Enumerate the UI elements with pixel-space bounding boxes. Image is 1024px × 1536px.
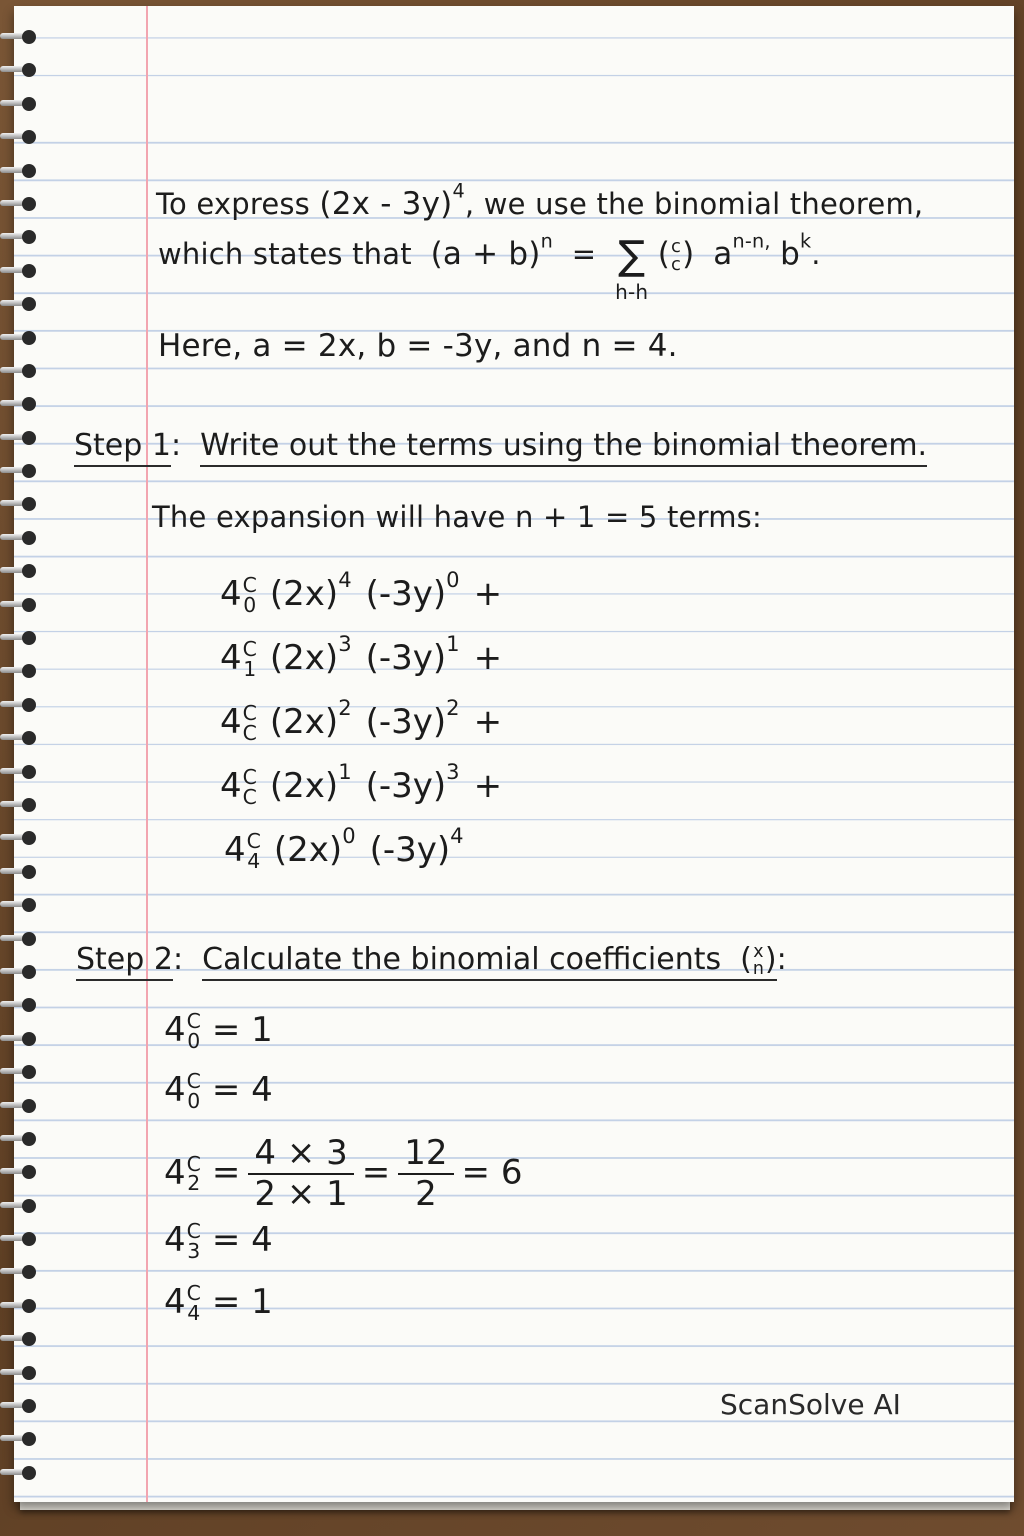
- ring-wire: [0, 734, 24, 740]
- spiral-ring: [0, 497, 40, 511]
- spiral-ring: [0, 97, 40, 111]
- combination-bottom: C: [242, 720, 257, 745]
- ring-wire: [0, 1168, 24, 1174]
- ring-hole: [22, 965, 36, 979]
- binom-bottom: c: [671, 253, 682, 275]
- ring-hole: [22, 1399, 36, 1413]
- ring-wire: [0, 1268, 24, 1274]
- b-power: [780, 229, 812, 272]
- ring-wire: [0, 66, 24, 72]
- intro-line-2: [158, 229, 821, 304]
- ring-hole: [22, 197, 36, 211]
- term-exp-2x: 4: [338, 567, 352, 593]
- combination-top: C: [246, 829, 261, 854]
- period: .: [811, 237, 821, 271]
- combination-n: 4: [220, 574, 242, 614]
- ring-hole: [22, 865, 36, 879]
- equals-sign: =: [571, 237, 597, 271]
- ring-hole: [22, 464, 36, 478]
- term-power-3y: [369, 823, 464, 870]
- ring-hole: [22, 1265, 36, 1279]
- ab-base: (a + b): [430, 236, 541, 272]
- ring-hole: [22, 631, 36, 645]
- step2-colon-end: :: [776, 942, 787, 977]
- coefficient-result: = 4: [211, 1070, 273, 1110]
- spiral-ring: [0, 765, 40, 779]
- coefficient-result: = 4: [211, 1220, 273, 1260]
- spiral-ring: [0, 364, 40, 378]
- ring-hole: [22, 1065, 36, 1079]
- expansion-term: [220, 631, 503, 681]
- term-exp-3y: 1: [446, 631, 460, 657]
- step2-title-wrap: Calculate the binomial coefficients ( x n ): [202, 942, 777, 981]
- combination: [220, 765, 258, 809]
- notebook-page: [14, 6, 1014, 1502]
- spiral-ring: [0, 164, 40, 178]
- intro-text-2: which states that: [158, 237, 412, 271]
- ring-hole: [22, 932, 36, 946]
- spiral-ring: [0, 1366, 40, 1380]
- term-exp-3y: 0: [446, 567, 460, 593]
- combination-top: C: [186, 1069, 201, 1094]
- ring-hole: [22, 765, 36, 779]
- term-base-2x: (2x): [269, 766, 339, 806]
- ring-wire: [0, 200, 24, 206]
- combination-stack: [242, 637, 257, 681]
- combination-stack: [186, 1219, 201, 1263]
- step1-heading: [74, 428, 927, 463]
- term-exp-2x: 2: [338, 695, 352, 721]
- term-plus: +: [473, 574, 503, 614]
- ring-wire: [0, 1235, 24, 1241]
- ring-wire: [0, 935, 24, 941]
- ring-wire: [0, 434, 24, 440]
- spiral-ring: [0, 197, 40, 211]
- spiral-ring: [0, 698, 40, 712]
- ring-hole: [22, 1232, 36, 1246]
- ring-hole: [22, 1199, 36, 1213]
- step2-colon: :: [172, 942, 184, 977]
- ring-hole: [22, 531, 36, 545]
- intro-text-suffix: , we use the binomial theorem,: [464, 187, 924, 221]
- combination-bottom: 4: [247, 848, 261, 873]
- combination-bottom: 0: [187, 1088, 201, 1113]
- fraction-2-denominator: 2: [415, 1174, 437, 1215]
- ring-hole: [22, 664, 36, 678]
- term-exp-3y: 4: [450, 823, 464, 849]
- spiral-ring: [0, 731, 40, 745]
- ring-wire: [0, 634, 24, 640]
- ring-hole: [22, 497, 36, 511]
- ring-wire: [0, 1369, 24, 1375]
- ring-wire: [0, 534, 24, 540]
- ring-wire: [0, 500, 24, 506]
- term-base-2x: (2x): [273, 830, 343, 870]
- a-power: [713, 229, 771, 272]
- ring-wire: [0, 701, 24, 707]
- ring-wire: [0, 1035, 24, 1041]
- spiral-ring: [0, 1332, 40, 1346]
- combination-top: C: [186, 1009, 201, 1034]
- combination: [220, 701, 258, 745]
- ring-hole: [22, 431, 36, 445]
- spiral-ring: [0, 1132, 40, 1146]
- combination-bottom: 0: [187, 1028, 201, 1053]
- ring-wire: [0, 667, 24, 673]
- combination-n: 4: [220, 638, 242, 678]
- binom-top: c: [671, 236, 682, 258]
- ring-hole: [22, 998, 36, 1012]
- ring-hole: [22, 1466, 36, 1480]
- ring-hole: [22, 1432, 36, 1446]
- spiral-ring: [0, 598, 40, 612]
- combination-stack: [246, 829, 261, 873]
- step1-label: Step 1: [74, 428, 171, 467]
- combination-top: C: [186, 1281, 201, 1306]
- spiral-ring: [0, 331, 40, 345]
- ring-hole: [22, 1132, 36, 1146]
- ring-wire: [0, 1302, 24, 1308]
- combination-stack: [186, 1151, 201, 1196]
- combination-stack: [242, 765, 257, 809]
- ring-hole: [22, 731, 36, 745]
- combination-top: C: [242, 637, 257, 662]
- expansion-term: [220, 567, 503, 617]
- ring-wire: [0, 901, 24, 907]
- ring-hole: [22, 297, 36, 311]
- ring-wire: [0, 367, 24, 373]
- ring-hole: [22, 63, 36, 77]
- ring-hole: [22, 164, 36, 178]
- spiral-ring: [0, 998, 40, 1012]
- ring-wire: [0, 33, 24, 39]
- spiral-ring: [0, 1032, 40, 1046]
- margin-line: [146, 6, 148, 1502]
- ring-wire: [0, 1102, 24, 1108]
- term-exp-3y: 2: [446, 695, 460, 721]
- combination: [220, 637, 258, 681]
- combination-bottom: 0: [243, 592, 257, 617]
- term-power-3y: [365, 759, 460, 806]
- ring-hole: [22, 1366, 36, 1380]
- ring-wire: [0, 868, 24, 874]
- spiral-ring: [0, 63, 40, 77]
- ring-wire: [0, 167, 24, 173]
- term-power-2x: [269, 759, 352, 806]
- combination-bottom: 3: [187, 1238, 201, 1263]
- ring-hole: [22, 1332, 36, 1346]
- combination-n: 4: [220, 766, 242, 806]
- spiral-ring: [0, 297, 40, 311]
- spiral-ring: [0, 664, 40, 678]
- intro-line-1: [156, 179, 924, 222]
- fraction-1-denominator: 2 × 1: [254, 1174, 348, 1215]
- b-base: b: [780, 236, 800, 272]
- ring-hole: [22, 97, 36, 111]
- ring-hole: [22, 698, 36, 712]
- ring-wire: [0, 233, 24, 239]
- ring-wire: [0, 968, 24, 974]
- spiral-ring: [0, 798, 40, 812]
- term-plus: +: [473, 638, 503, 678]
- binomial-term: ( c c ): [657, 236, 695, 275]
- ring-wire: [0, 768, 24, 774]
- spiral-ring: [0, 1466, 40, 1480]
- sigma-lower-limit: h-h: [615, 280, 649, 304]
- b-exponent: k: [799, 229, 812, 253]
- ring-hole: [22, 831, 36, 845]
- spiral-ring: [0, 865, 40, 879]
- a-base: a: [713, 236, 733, 272]
- ring-hole: [22, 230, 36, 244]
- combination: [164, 1219, 202, 1263]
- step1-title: Write out the terms using the binomial theorem.: [200, 428, 927, 467]
- combination-top: C: [186, 1219, 201, 1244]
- intro-text: To express: [156, 187, 310, 221]
- term-base-3y: (-3y): [369, 830, 451, 870]
- expansion-term: [220, 695, 503, 745]
- term-power-2x: [269, 631, 352, 678]
- expansion-term: [224, 823, 478, 873]
- term-power-2x: [269, 567, 352, 614]
- spiral-ring: [0, 564, 40, 578]
- spiral-ring: [0, 531, 40, 545]
- step2-binom-top: x: [753, 941, 764, 962]
- spiral-ring: [0, 464, 40, 478]
- term-base-3y: (-3y): [365, 638, 447, 678]
- coefficient-row: [164, 1220, 273, 1261]
- equals-sign-2: =: [361, 1152, 391, 1193]
- ab-exponent: n: [540, 229, 553, 253]
- combination: [164, 1009, 202, 1053]
- ring-hole: [22, 364, 36, 378]
- ring-wire: [0, 1135, 24, 1141]
- combination-n: 4: [164, 1010, 186, 1050]
- spiral-ring: [0, 1199, 40, 1213]
- spiral-ring: [0, 30, 40, 44]
- ring-hole: [22, 898, 36, 912]
- coefficient-result: = 6: [461, 1152, 523, 1193]
- ring-hole: [22, 397, 36, 411]
- ring-wire: [0, 400, 24, 406]
- combination-stack: [242, 701, 257, 745]
- coefficient-result: = 1: [211, 1010, 273, 1050]
- expression-exponent: 4: [452, 179, 465, 203]
- term-base-2x: (2x): [269, 702, 339, 742]
- term-power-2x: [269, 695, 352, 742]
- term-power-3y: [365, 631, 460, 678]
- spiral-ring: [0, 1232, 40, 1246]
- combination-bottom: 1: [243, 656, 257, 681]
- combination-n: 4: [164, 1282, 186, 1322]
- fraction-2: [398, 1134, 453, 1214]
- term-base-3y: (-3y): [365, 574, 447, 614]
- term-exp-2x: 3: [338, 631, 352, 657]
- combination: [220, 573, 258, 617]
- combination-top: C: [242, 765, 257, 790]
- ring-wire: [0, 1068, 24, 1074]
- ring-wire: [0, 801, 24, 807]
- ring-hole: [22, 1099, 36, 1113]
- spiral-binding: [0, 30, 44, 1480]
- fraction-2-numerator: 12: [398, 1134, 453, 1175]
- ring-wire: [0, 1001, 24, 1007]
- term-power-2x: [273, 823, 356, 870]
- term-power-3y: [365, 567, 460, 614]
- term-exp-2x: 0: [342, 823, 356, 849]
- binomial-stack: [671, 236, 682, 275]
- term-base-3y: (-3y): [365, 766, 447, 806]
- combination-stack: [186, 1281, 201, 1325]
- spiral-ring: [0, 230, 40, 244]
- spiral-ring: [0, 1265, 40, 1279]
- ring-hole: [22, 798, 36, 812]
- spiral-ring: [0, 965, 40, 979]
- combination-n: 4: [220, 702, 242, 742]
- term-base-3y: (-3y): [365, 702, 447, 742]
- ring-hole: [22, 331, 36, 345]
- combination: [164, 1151, 202, 1196]
- ring-wire: [0, 133, 24, 139]
- intro-line-3: Here, a = 2x, b = -3y, and n = 4.: [158, 328, 678, 364]
- combination-bottom: C: [242, 784, 257, 809]
- spiral-ring: [0, 1399, 40, 1413]
- combination-top: C: [242, 701, 257, 726]
- watermark: ScanSolve AI: [720, 1388, 901, 1421]
- expression: [319, 179, 465, 222]
- coefficient-row: [164, 1010, 273, 1051]
- coefficient-row: [164, 1134, 522, 1214]
- spiral-ring: [0, 264, 40, 278]
- step2-binomial: [752, 941, 764, 979]
- ring-wire: [0, 334, 24, 340]
- ring-wire: [0, 567, 24, 573]
- spiral-ring: [0, 831, 40, 845]
- ring-wire: [0, 300, 24, 306]
- coefficient-row: [164, 1282, 273, 1323]
- combination-top: C: [242, 573, 257, 598]
- step2-label: Step 2: [76, 942, 173, 981]
- fraction-1-numerator: 4 × 3: [248, 1134, 353, 1175]
- spiral-ring: [0, 1299, 40, 1313]
- spiral-ring: [0, 397, 40, 411]
- spiral-ring: [0, 1432, 40, 1446]
- ring-hole: [22, 264, 36, 278]
- combination: [224, 829, 262, 873]
- term-exp-3y: 3: [446, 759, 460, 785]
- term-exp-2x: 1: [338, 759, 352, 785]
- spiral-ring: [0, 130, 40, 144]
- expansion-term: [220, 759, 503, 809]
- spiral-ring: [0, 932, 40, 946]
- ab-power: [430, 229, 553, 272]
- term-power-3y: [365, 695, 460, 742]
- ring-hole: [22, 598, 36, 612]
- spiral-ring: [0, 1099, 40, 1113]
- ring-hole: [22, 1032, 36, 1046]
- sigma-symbol: ∑: [618, 233, 646, 279]
- ring-wire: [0, 1435, 24, 1441]
- fraction-1: [248, 1134, 353, 1214]
- combination-bottom: 2: [187, 1171, 201, 1196]
- combination-stack: [242, 573, 257, 617]
- step2-title: Calculate the binomial coefficients: [202, 942, 722, 977]
- ring-wire: [0, 601, 24, 607]
- combination: [164, 1281, 202, 1325]
- ring-wire: [0, 1402, 24, 1408]
- term-base-2x: (2x): [269, 638, 339, 678]
- ring-wire: [0, 100, 24, 106]
- a-exponent: n-n,: [732, 229, 771, 253]
- ring-hole: [22, 564, 36, 578]
- spiral-ring: [0, 898, 40, 912]
- coefficient-row: [164, 1070, 273, 1111]
- spiral-ring: [0, 631, 40, 645]
- combination-n: 4: [164, 1152, 186, 1193]
- ring-hole: [22, 30, 36, 44]
- combination-stack: [186, 1009, 201, 1053]
- ring-wire: [0, 1202, 24, 1208]
- step2-heading: [76, 942, 787, 977]
- coefficient-result: = 1: [211, 1282, 273, 1322]
- ring-hole: [22, 1299, 36, 1313]
- combination-top: C: [186, 1151, 201, 1176]
- combination-bottom: 4: [187, 1300, 201, 1325]
- combination-n: 4: [164, 1220, 186, 1260]
- step1-sentence: The expansion will have n + 1 = 5 terms:: [152, 500, 762, 534]
- step1-colon: :: [170, 428, 182, 463]
- spiral-ring: [0, 431, 40, 445]
- combination: [164, 1069, 202, 1113]
- combination-n: 4: [164, 1070, 186, 1110]
- term-base-2x: (2x): [269, 574, 339, 614]
- sigma-sum: [615, 233, 649, 304]
- ring-wire: [0, 1469, 24, 1475]
- ring-hole: [22, 130, 36, 144]
- term-plus: +: [473, 766, 503, 806]
- spiral-ring: [0, 1165, 40, 1179]
- term-plus: +: [473, 702, 503, 742]
- spiral-ring: [0, 1065, 40, 1079]
- ring-wire: [0, 267, 24, 273]
- expression-base: (2x - 3y): [319, 186, 453, 222]
- ring-wire: [0, 467, 24, 473]
- combination-stack: [186, 1069, 201, 1113]
- step2-binom-bottom: n: [752, 958, 764, 979]
- ring-wire: [0, 1335, 24, 1341]
- ring-wire: [0, 834, 24, 840]
- combination-n: 4: [224, 830, 246, 870]
- ring-hole: [22, 1165, 36, 1179]
- equals-sign: =: [211, 1152, 241, 1193]
